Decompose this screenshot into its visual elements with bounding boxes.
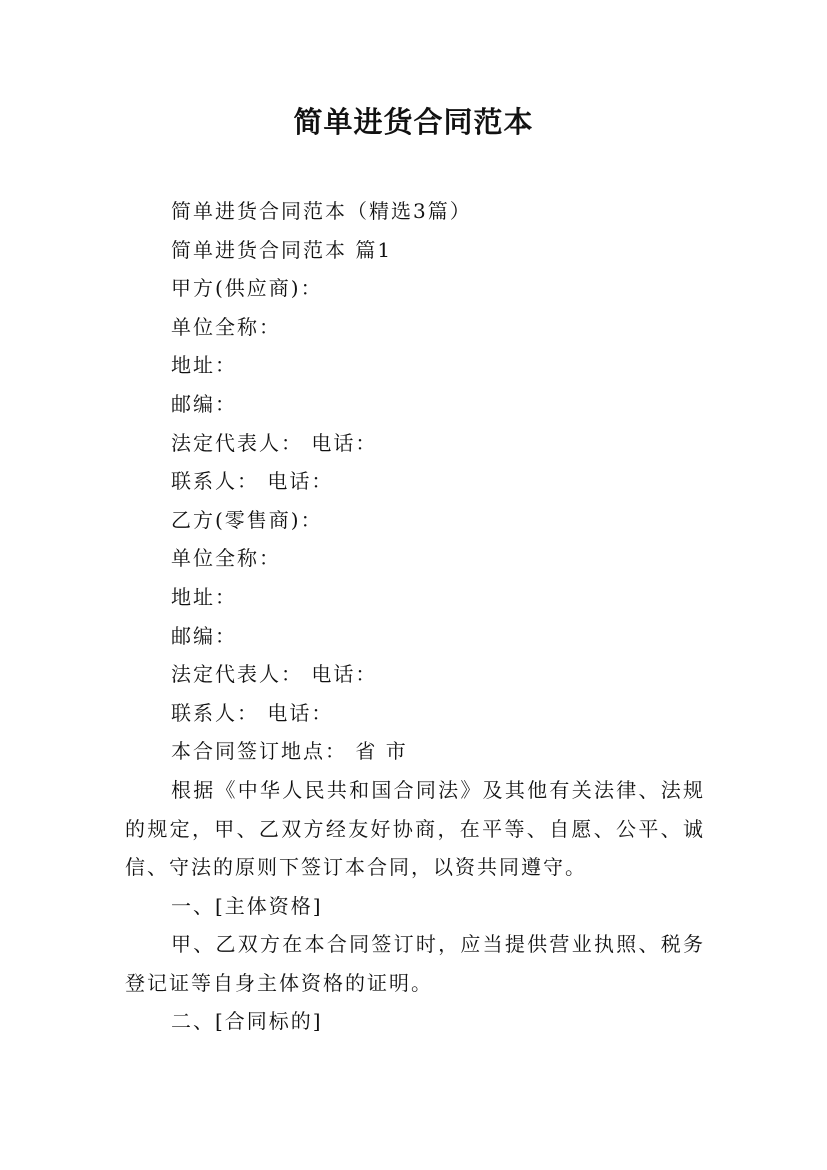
party-b-address: 地址： [171, 584, 237, 609]
section-label-line: 简单进货合同范本 篇1 [171, 237, 393, 262]
party-b-heading: 乙方(零售商)： [171, 507, 323, 532]
party-b-postcode: 邮编： [171, 623, 237, 648]
party-a-company-name: 单位全称： [171, 314, 281, 339]
party-b-legal-rep: 法定代表人： 电话： [171, 662, 378, 687]
section-1-paragraph: 甲、乙双方在本合同签订时，应当提供营业执照、税务登记证等自身主体资格的证明。 [125, 932, 705, 995]
section-1-heading: 一、[主体资格] [171, 893, 323, 918]
party-a-contact: 联系人： 电话： [171, 469, 334, 494]
party-a-address: 地址： [171, 353, 237, 378]
subtitle-line: 简单进货合同范本（精选3篇） [171, 199, 472, 223]
signing-location: 本合同签订地点： 省 市 [171, 739, 408, 764]
party-a-heading: 甲方(供应商)： [171, 276, 323, 301]
legal-basis-paragraph: 根据《中华人民共和国合同法》及其他有关法律、法规的规定，甲、乙双方经友好协商，在平等、自愿、公平、诚信、守法的原则下签订本合同，以资共同遵守。 [125, 777, 705, 880]
section-2-heading: 二、[合同标的] [171, 1009, 323, 1034]
party-b-company-name: 单位全称： [171, 546, 281, 571]
party-a-legal-rep: 法定代表人： 电话： [171, 430, 378, 455]
party-b-contact: 联系人： 电话： [171, 700, 334, 725]
document-body [125, 192, 705, 1041]
document-title: 简单进货合同范本 [293, 105, 534, 139]
party-a-postcode: 邮编： [171, 391, 237, 416]
